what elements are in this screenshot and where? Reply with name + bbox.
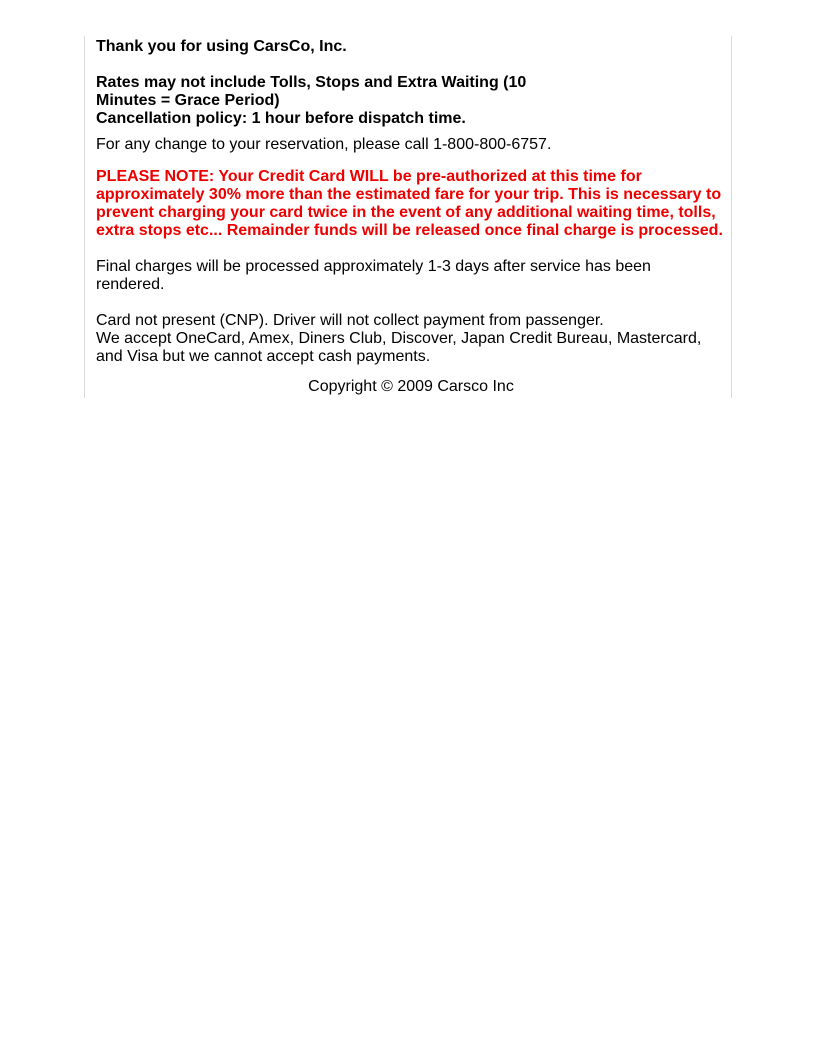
rates-line: Rates may not include Tolls, Stops and Extra Waiting (10 Minutes = Grace Period)	[96, 74, 527, 109]
final-charges-line: Final charges will be processed approximately 1-3 days after service has been rendered.	[96, 258, 651, 293]
cancellation-policy-line: Cancellation policy: 1 hour before dispatch time.	[96, 110, 466, 127]
reservation-change-line: For any change to your reservation, please call 1-800-800-6757.	[96, 136, 552, 153]
card-not-present-line: Card not present (CNP). Driver will not collect payment from passenger.	[96, 312, 604, 329]
pre-authorization-note: PLEASE NOTE: Your Credit Card WILL be pre-authorized at this time for approximately 30% more than the estimated fare for your trip. This is necessary to prevent charging your card twice in the event of any additional waiting time, tolls, extra stops etc... Remainder funds will be released once final charge is processed.	[96, 168, 723, 239]
accepted-cards-line: We accept OneCard, Amex, Diners Club, Discover, Japan Credit Bureau, Mastercard, and Visa but we cannot accept cash payments.	[96, 330, 702, 365]
rates-block	[96, 74, 546, 110]
payment-info-block	[96, 312, 721, 366]
document-body	[96, 36, 726, 396]
copyright-footer: Copyright © 2009 Carsco Inc	[308, 378, 514, 395]
thank-you-line: Thank you for using CarsCo, Inc.	[96, 38, 347, 55]
content-frame	[84, 36, 732, 398]
